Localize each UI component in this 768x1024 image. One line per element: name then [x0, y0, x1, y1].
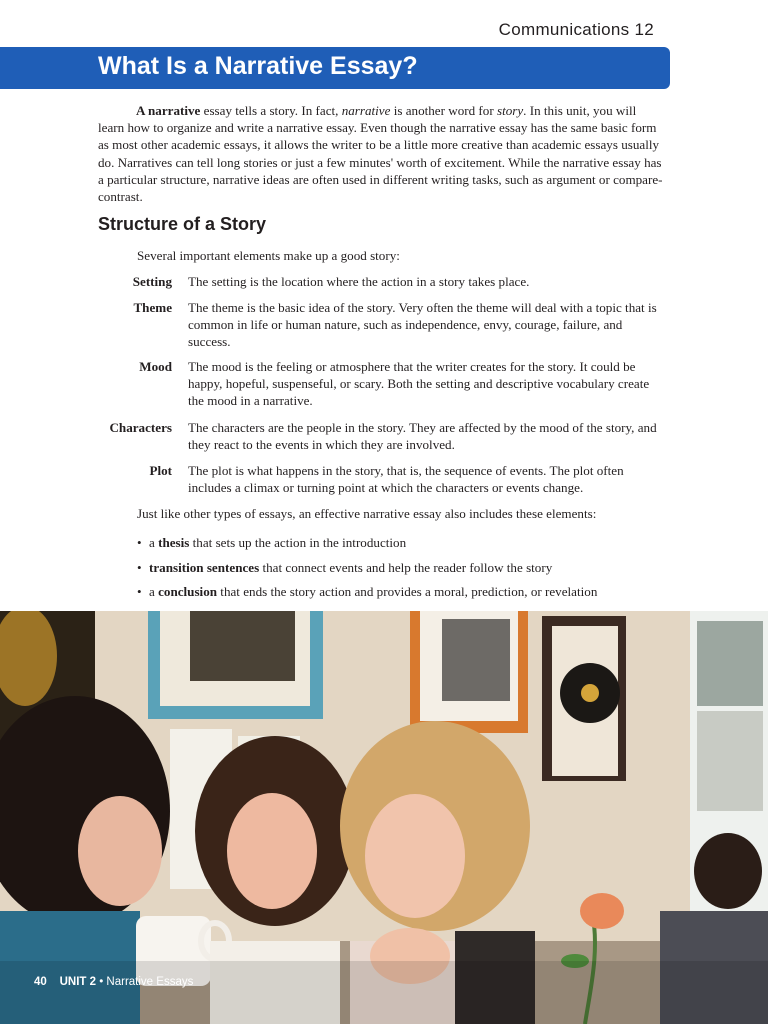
intro-text: . In this unit, you will learn how to organize and write a narrative essay. Even though the narrative essay has the same basic form as most other academic essays, it allows the writer to be a little more creative than academic essays usually do. Narratives can tell long stories or just a few minutes' worth of excitement. While the narrative essay has a particular structure, narrative ideas are often used in different writing tasks, such as argument or compare-contrast.	[98, 103, 663, 205]
bullet-text: that sets up the action in the introduction	[189, 535, 407, 550]
intro-text: is another word for	[390, 103, 497, 118]
term-definition: The plot is what happens in the story, that is, the sequence of events. The plot often includes a climax or turning point at which the characters or events change.	[188, 463, 624, 496]
bullet-icon: •	[137, 584, 142, 599]
bullet-icon: •	[137, 559, 142, 575]
intro-paragraph	[98, 102, 664, 205]
page-footer	[34, 976, 193, 988]
cafe-photo	[0, 611, 768, 1024]
course-title: Communications 12	[498, 20, 654, 39]
photo-illustration	[0, 611, 768, 1024]
term-label: Setting	[132, 274, 172, 289]
intro-lead: A narrative	[136, 103, 201, 118]
list-item	[137, 559, 597, 584]
term-label: Mood	[139, 359, 172, 374]
bullet-icon: •	[137, 535, 142, 550]
term-label: Theme	[133, 300, 172, 315]
intro-term-narrative: narrative	[341, 103, 391, 118]
bullet-text: a	[149, 584, 159, 599]
section-heading: Structure of a Story	[98, 214, 267, 234]
title-banner	[0, 47, 670, 89]
elements-intro: Just like other types of essays, an effective narrative essay also includes these elements:	[137, 506, 597, 521]
unit-title: Narrative Essays	[106, 976, 194, 988]
term-label: Characters	[109, 420, 172, 435]
bullet-text: a	[149, 535, 159, 550]
section-lead: Several important elements make up a good story:	[137, 248, 400, 263]
page-title: What Is a Narrative Essay?	[98, 52, 418, 80]
list-item	[137, 534, 597, 559]
intro-text: essay tells a story. In fact,	[200, 103, 342, 118]
page-number: 40	[34, 976, 47, 988]
footer-separator: •	[96, 976, 107, 988]
bullet-keyword: transition sentences	[149, 559, 260, 575]
term-label: Plot	[149, 463, 172, 478]
term-definition: The characters are the people in the story. They are affected by the mood of the story, and they react to the events in which they are involved.	[188, 420, 657, 453]
bullet-text: that ends the story action and provides a moral, prediction, or revelation	[217, 584, 598, 599]
bullet-text: that connect events and help the reader follow the story	[259, 559, 553, 575]
list-item	[137, 583, 597, 608]
bullet-keyword: thesis	[158, 535, 190, 550]
term-definition: The setting is the location where the action in a story takes place.	[188, 274, 530, 289]
intro-term-story: story	[496, 103, 524, 118]
unit-label: UNIT 2	[59, 976, 96, 988]
bullet-keyword: conclusion	[158, 584, 218, 599]
term-definition: The mood is the feeling or atmosphere that the writer creates for the story. It could be happy, hopeful, suspenseful, or scary. Both the setting and descriptive vocabulary create the mood in a narrative.	[188, 359, 650, 409]
term-definition: The theme is the basic idea of the story. Very often the theme will deal with a topic that is common in life or human nature, such as independence, envy, courage, failure, and success.	[188, 300, 657, 350]
essay-elements-list	[137, 534, 597, 608]
